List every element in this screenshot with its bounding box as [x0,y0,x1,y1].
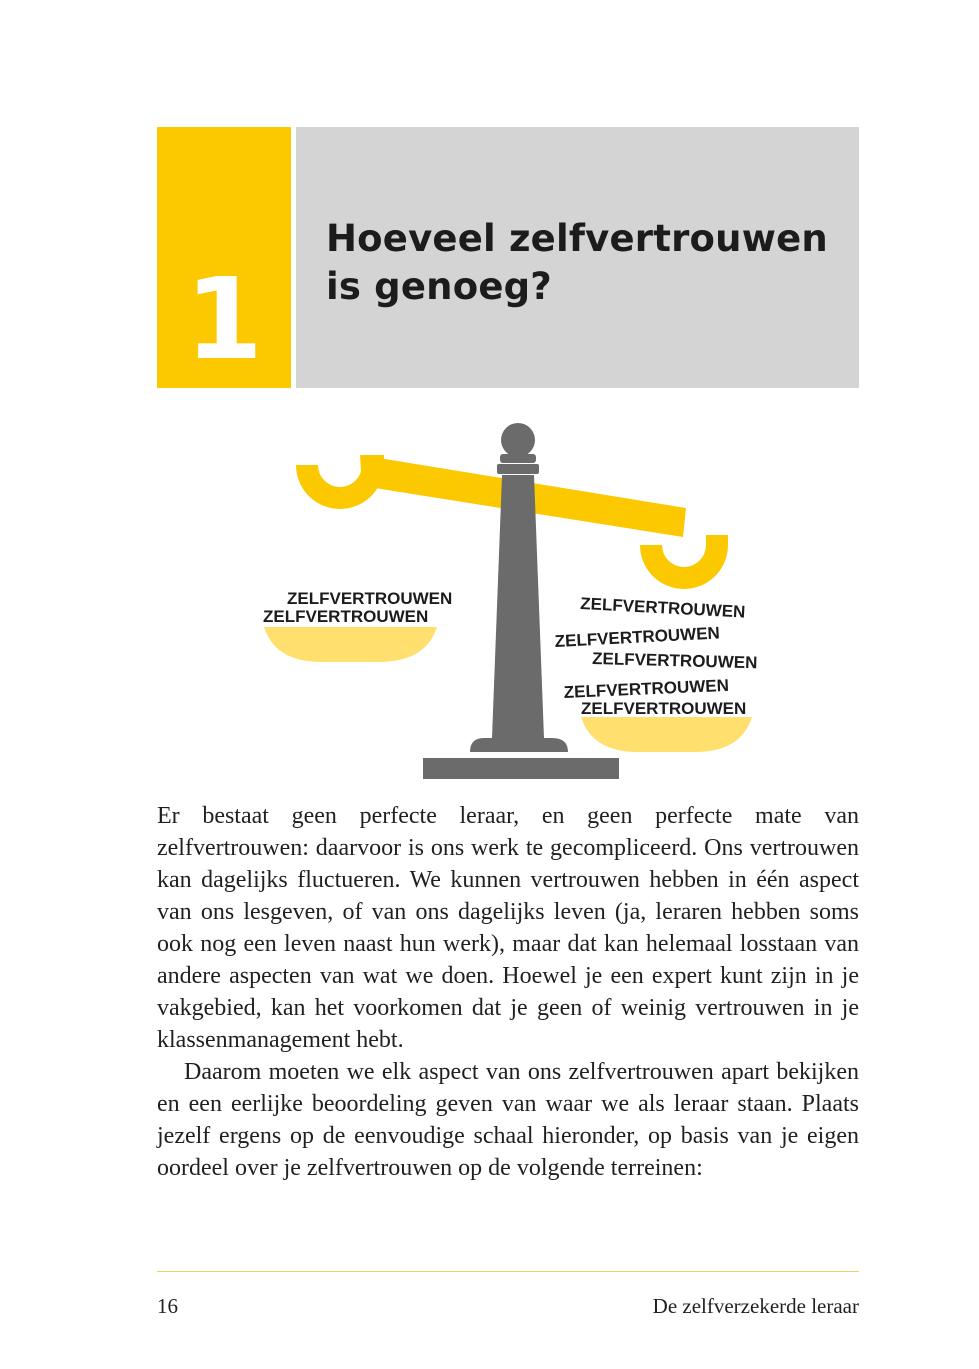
body-paragraph: Er bestaat geen perfecte leraar, en geen perfecte mate van zelfvertrouwen: daarvoor is ons werk te gecompliceerd. Ons vertrouwen kan dagelijks fluctueren. We kunnen vertrouwen hebben in één aspect van ons lesgeven, of van ons dagelijks leven (ja, leraren hebben soms ook nog een leven naast hun werk), maar dat kan helemaal losstaan van andere aspecten van wat we doen. Hoewel je een expert kunt zijn in je vakgebied, kan het voorkomen dat je geen of weinig vertrouwen in je klassenmanagement hebt. [157,803,859,1053]
chapter-title-line-2: is genoeg? [326,265,552,308]
right-pan-word: ZELFVERTROUWEN [581,699,747,718]
left-pan [264,627,437,662]
chapter-title-line-1: Hoeveel zelfvertrouwen [326,217,828,260]
body-paragraph: Daarom moeten we elk aspect van ons zelfvertrouwen apart bekijken en een eerlijke beoordeling geven van waar we als leraar staan. Plaats jezelf ergens op de eenvoudige schaal hieronder, op basis van je eigen oordeel over je zelfvertrouwen op de volgende terreinen: [157,1059,859,1181]
running-book-title: De zelfverzekerde leraar [652,1294,859,1318]
body-text [157,800,859,1184]
scale-base [423,758,619,779]
right-pan [581,717,752,752]
footer-divider [157,1271,859,1272]
pillar-cap [497,464,539,474]
left-pan-word: ZELFVERTROUWEN [287,589,453,608]
right-pan-word: ZELFVERTROUWEN [579,594,746,622]
right-pan-word: ZELFVERTROUWEN [563,675,730,702]
pillar-column [492,475,544,738]
left-pan-word: ZELFVERTROUWEN [263,607,429,626]
pillar-collar [500,454,536,463]
page-number: 16 [157,1294,178,1318]
right-pan-word: ZELFVERTROUWEN [591,649,758,673]
pillar-foot [470,738,568,752]
right-pan-word: ZELFVERTROUWEN [554,623,721,651]
right-hook [640,535,728,589]
pillar-knob [501,423,535,457]
chapter-number: 1 [185,255,263,385]
